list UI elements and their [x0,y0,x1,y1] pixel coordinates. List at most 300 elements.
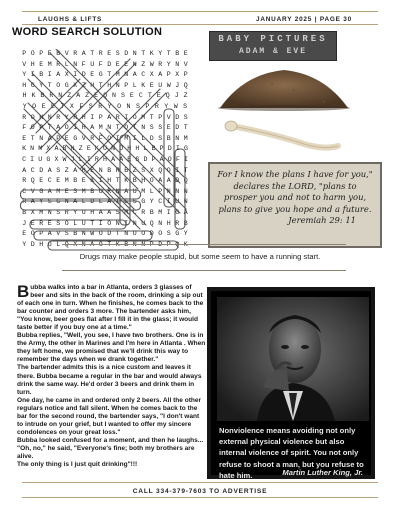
word-search-letter: V [183,60,188,68]
word-search-letter: U [81,219,86,227]
word-search-letter: D [149,230,154,238]
word-search-letter: X [73,81,78,89]
word-search-letter: K [124,177,129,185]
word-search-letter: T [166,50,171,57]
word-search-letter: S [120,92,125,100]
word-search-letter: I [98,219,103,227]
word-search-letter: D [90,198,95,206]
mlk-quote-author: Martin Luther King, Jr. [282,468,363,477]
word-search-letter: A [47,230,52,238]
baby-pictures-banner [209,31,337,61]
word-search-letter: G [175,230,180,238]
word-search-letter: L [56,240,61,248]
word-search-letter: B [90,187,95,195]
word-search-letter: S [149,124,154,132]
word-search-letter: C [138,92,143,100]
word-search-letter: E [22,230,27,238]
word-search-letter: N [126,102,131,110]
word-search-letter: N [70,145,75,153]
word-search-letter: J [175,81,180,89]
word-search-letter: K [31,92,36,100]
word-search-letter: H [127,145,132,153]
word-search-letter: R [107,187,112,195]
word-search-letter: E [51,102,56,110]
word-search-letter: L [141,134,146,142]
word-search-letter: H [81,166,86,174]
word-search-letter: A [47,134,52,142]
word-search-letter: N [30,145,35,153]
word-search-letter: E [56,177,61,185]
word-search-letter: S [141,166,146,174]
word-search-letter: N [115,187,120,195]
word-search-letter: U [141,219,146,227]
word-search-letter: A [124,187,129,195]
word-search-letter: L [78,155,83,163]
word-search-title: WORD SEARCH SOLUTION [12,26,163,38]
word-search-letter: X [175,71,180,79]
word-search-letter: I [30,155,35,163]
mlk-portrait-image [217,297,369,421]
word-search-letter: X [54,155,59,163]
solution-box [48,241,178,250]
word-search-letter: U [175,198,180,206]
word-search-letter: H [135,145,140,153]
word-search-letter: P [166,71,171,79]
baby-pictures-title: BABY PICTURES [218,34,328,44]
word-search-letter: E [81,177,86,185]
word-search-letter: K [22,145,27,153]
word-search-letter: H [107,81,112,89]
word-search-letter: I [98,177,103,185]
word-search-letter: C [30,166,35,174]
word-search-letter: R [141,208,146,216]
quip-rule-bottom [62,270,346,271]
word-search-solution-lines [20,49,190,261]
word-search-letter: Z [64,166,69,174]
word-search-letter: I [73,71,78,79]
word-search-letter: O [64,219,69,227]
story-paragraph: Bubba replies, "Well, you see, I have two brothers. One is in the Army, the other in Marines and I'm here in Atlanta . When they left home, we promised that we'll drink this way to remember the days when we drank together." [17,332,206,364]
word-search-letter: E [30,219,35,227]
word-search-letter: I [132,134,137,142]
word-search-letter: U [103,145,107,153]
word-search-letter: O [30,230,35,238]
word-search-letter: F [22,124,27,132]
word-search-letter: X [30,208,35,216]
word-search-letter: R [90,134,95,142]
word-search-letter: A [183,208,188,216]
word-search-letter: R [73,50,78,57]
word-search-letter: C [132,208,137,216]
word-search-letter: V [166,113,171,121]
word-search-letter: Q [158,166,163,174]
word-search-letter: W [62,155,67,163]
word-search-letter: M [64,177,69,185]
word-search-letter: R [73,113,78,121]
verse-reference: Jeremiah 29: 11 [288,215,356,226]
word-search-letter: A [107,113,112,121]
word-search-letter: M [141,113,146,121]
word-search-letter: Y [39,81,44,89]
word-search-letter: R [49,92,54,100]
word-search-letter: A [47,187,52,195]
word-search-letter: B [151,145,156,153]
solution-box [175,149,185,229]
word-search-letter: E [124,60,129,68]
word-search-letter: A [30,198,35,206]
word-search-letter: N [98,166,103,174]
word-search-letter: B [166,134,171,142]
word-search-letter: T [141,50,146,57]
word-search-letter: D [39,166,44,174]
header-issue-page: JANUARY 2025 | PAGE 30 [256,16,352,23]
word-search-letter: N [58,92,63,100]
word-search-letter: O [141,230,146,238]
word-search-letter: N [73,60,78,68]
word-search-letter: W [166,81,171,89]
word-search-letter: Z [81,81,86,89]
word-search-letter: C [22,187,27,195]
word-search-letter: P [56,134,61,142]
word-search-letter: R [175,219,180,227]
word-search-letter: T [107,71,112,79]
solution-line [50,53,180,183]
word-search-letter: Y [158,50,163,57]
word-search-letter: E [39,60,44,68]
footer-advertise-text: CALL 334-379-7603 TO ADVERTISE [132,488,268,495]
word-search-letter: R [56,60,61,68]
word-search-letter: N [141,124,146,132]
word-search-letter: T [183,124,188,132]
word-search-letter: P [39,50,44,57]
word-search-letter: Z [78,145,83,153]
word-search-letter: W [173,102,178,110]
word-search-letter: I [183,155,188,163]
word-search-letter: M [141,187,146,195]
word-search-letter: Y [149,198,154,206]
word-search-letter: D [175,177,180,185]
word-search-letter: L [143,145,148,153]
word-search-letter: T [30,134,35,142]
word-search-letter: O [166,166,171,174]
word-search-letter: H [81,113,86,121]
word-search-letter: H [81,124,86,132]
word-search-letter: E [64,187,69,195]
word-search-letter: R [115,166,120,174]
word-search-letter: T [132,124,137,132]
solution-line [86,93,166,173]
word-search-letter: A [111,155,116,163]
word-search-letter: S [183,102,188,110]
footer-rule-top [22,482,378,483]
word-search-letter: H [39,240,44,248]
word-search-letter: L [81,198,86,206]
header-section-name: LAUGHS & LIFTS [38,16,103,23]
word-search-letter: E [90,166,95,174]
word-search-letter: X [64,71,69,79]
word-search-letter: B [73,177,78,185]
word-search-letter: Q [183,81,188,89]
story-paragraph: ubba walks into a bar in Atlanta, orders 3 glasses of beer and sits in the back of the room, drinking a sip out of each one in turn. When he finishes, he comes back to the bar counter and orders 3 more. The bartender asks him, "You know, beer goes flat after I fill it in the glass; it would taste better if you buy one at a time." [17,284,204,332]
word-search-letter: I [30,71,35,79]
word-search-letter: A [132,71,137,79]
word-search-letter: D [149,134,154,142]
word-search-letter: N [107,124,112,132]
word-search-letter: N [112,92,116,100]
word-search-letter: N [166,187,171,195]
word-search-letter: R [22,113,27,121]
word-search-letter: O [167,155,172,163]
word-search-letter: F [98,134,103,142]
word-search-letter: N [47,113,52,121]
word-search-letter: C [141,71,146,79]
word-search-letter: J [70,155,75,163]
word-search-letter: Y [73,208,78,216]
word-search-letter: X [149,166,154,174]
word-search-letter: R [115,113,120,121]
word-search-letter: E [149,81,154,89]
word-search-letter: B [183,219,188,227]
word-search-letter: S [56,208,61,216]
word-search-letter: G [183,145,188,153]
word-search-letter: P [145,102,150,110]
word-search-letter: N [158,219,163,227]
word-search-letter: M [81,187,86,195]
word-search-letter: P [39,124,44,132]
word-search-letter: S [115,50,120,57]
word-search-letter: T [47,124,52,132]
word-search-letter: U [132,230,137,238]
word-search-letter: N [175,60,180,68]
word-search-letter: O [47,240,52,248]
word-search-letter: A [73,166,78,174]
word-search-letter: I [175,145,180,153]
word-search-letter: R [98,50,103,57]
word-search-letter: R [22,177,27,185]
solution-box [21,201,141,210]
scripture-verse-card [208,162,382,248]
story-dropcap: B [17,282,30,301]
word-search-letter: E [22,134,27,142]
word-search-letter: G [46,155,51,163]
word-search-letter: N [175,134,180,142]
word-search-letter: F [79,102,84,110]
word-search-letter: X [46,145,51,153]
word-search-letter: S [183,113,188,121]
word-search-letter: A [73,198,78,206]
word-search-letter: I [166,208,171,216]
word-search-letter: B [39,71,44,79]
word-search-letter: C [22,155,27,163]
mlk-quote-card [207,287,375,479]
word-search-letter: I [175,166,180,174]
word-search-letter: P [183,71,188,79]
word-search-letter: Z [132,166,137,174]
word-search-letter: D [175,124,180,132]
word-search-letter: P [158,187,163,195]
word-search-letter: P [158,113,163,121]
word-search-letter: T [90,50,95,57]
word-search-letter: K [90,177,95,185]
word-search-letter: N [124,71,129,79]
solution-box [34,231,152,240]
solution-line [36,83,86,133]
word-search-letter: N [64,198,69,206]
word-search-letter: Z [183,92,188,100]
word-search-letter: S [158,134,163,142]
word-search-letter: E [107,50,112,57]
word-search-letter: A [166,177,171,185]
word-search-letter: I [115,198,120,206]
word-search-letter: N [132,60,137,68]
word-search-letter: G [30,81,35,89]
word-search-letter: A [47,166,52,174]
word-search-letter: T [60,102,65,110]
word-search-letter: R [158,60,163,68]
word-search-letter: E [166,124,171,132]
word-search-letter: M [56,187,61,195]
word-search-letter: H [141,177,146,185]
word-search-letter: L [98,198,103,206]
word-search-letter: O [132,113,137,121]
word-search-letter: C [47,177,52,185]
word-search-letter: D [175,113,180,121]
word-search-letter: N [39,134,44,142]
word-search-letter: V [64,50,69,57]
word-search-letter: Q [103,92,108,100]
word-search-letter: E [183,50,188,57]
word-search-letter: D [143,155,148,163]
word-search-letter: R [98,102,103,110]
word-search-letter: A [107,208,112,216]
story-paragraph: Bubba looked confused for a moment, and then he laughs... "Oh, no," he said, "Everyone's fine; both my brothers are alive. [17,436,204,460]
word-search-letter: E [90,71,95,79]
word-search-letter: P [151,155,156,163]
word-search-letter: D [124,50,129,57]
rib-bone-image [224,116,344,154]
word-search-letter: G [64,81,69,89]
word-search-letter: A [54,145,59,153]
word-search-letter: M [98,124,103,132]
word-search-letter: R [64,208,69,216]
word-search-letter: J [174,92,179,100]
story-paragraph: The only thing is I just quit drinking"!!! [17,461,138,469]
word-search-letter: B [22,208,27,216]
word-search-letter: V [56,230,61,238]
word-search-letter: O [117,102,122,110]
word-search-letter: E [86,145,91,153]
word-search-letter: W [149,60,154,68]
word-search-letter: T [115,124,120,132]
word-search-letter: K [149,50,154,57]
word-search-letter: T [47,81,52,89]
word-search-letter: U [90,60,95,68]
word-search-letter: B [149,208,154,216]
quip-text: Drugs may make people stupid, but some seem to have a running start. [79,252,321,261]
word-search-letter: S [73,187,78,195]
word-search-letter: Y [22,240,27,248]
word-search-letter: P [39,230,44,238]
word-search-letter: D [81,71,86,79]
word-search-letter: I [124,219,129,227]
word-search-letter: E [41,102,46,110]
word-search-letter: N [124,230,129,238]
word-search-letter: F [98,60,103,68]
word-search-letter: I [86,155,91,163]
dirt-pile-image [214,64,354,112]
bubba-joke-story [17,284,207,469]
word-search-letter: U [81,208,86,216]
word-search-letter: A [56,124,61,132]
word-search-letter: O [30,124,35,132]
word-search-letter: U [38,155,43,163]
word-search-letter: E [94,92,99,100]
word-search-letter: U [132,187,137,195]
word-search-letter: Y [164,102,169,110]
word-search-letter: R [154,102,159,110]
quip-rule-top [62,244,346,245]
word-search-letter: S [47,198,52,206]
word-search-letter: M [183,134,188,142]
word-search-letter: S [135,155,140,163]
word-search-letter: S [56,219,61,227]
word-search-letter: A [81,50,86,57]
word-search-letter: H [90,208,95,216]
word-search-letter: N [111,145,116,153]
word-search-letter: G [98,71,103,79]
word-search-letter: P [98,113,103,121]
word-search-letter: R [39,219,44,227]
word-search-letter: T [183,166,188,174]
word-search-letter: B [73,230,78,238]
word-search-letter: O [107,219,112,227]
word-search-letter: O [30,113,35,121]
word-search-letter: O [107,134,112,142]
word-search-letter: A [158,177,163,185]
word-search-letter: M [47,60,52,68]
word-search-letter: I [90,113,95,121]
word-search-letter: M [38,145,43,153]
word-search-letter: B [56,50,61,57]
word-search-letter: M [115,71,120,79]
word-search-letter: Y [64,113,69,121]
word-search-letter: O [30,50,35,57]
word-search-letter: A [98,208,103,216]
word-search-letter: H [22,92,27,100]
word-search-letter: B [132,177,137,185]
word-search-letter: L [132,81,137,89]
footer-rule-bottom [22,497,378,498]
word-search-letter: O [56,81,61,89]
word-search-letter: I [115,134,120,142]
word-search-letter: M [124,134,129,142]
word-search-letter: V [22,60,27,68]
word-search-letter: I [124,113,129,121]
word-search-letter: Y [107,102,112,110]
word-search-letter: Z [141,60,146,68]
word-search-letter: G [73,134,78,142]
solution-line [28,103,134,209]
word-search-letter: E [124,198,129,206]
word-search-letter: Q [165,92,170,100]
word-search-letter: O [124,124,129,132]
word-search-letter: W [90,230,95,238]
word-search-letter: D [107,230,112,238]
word-search-letter: G [141,198,146,206]
word-search-letter: B [107,166,112,174]
word-search-letter: L [149,187,154,195]
word-search-letter: A [107,198,112,206]
